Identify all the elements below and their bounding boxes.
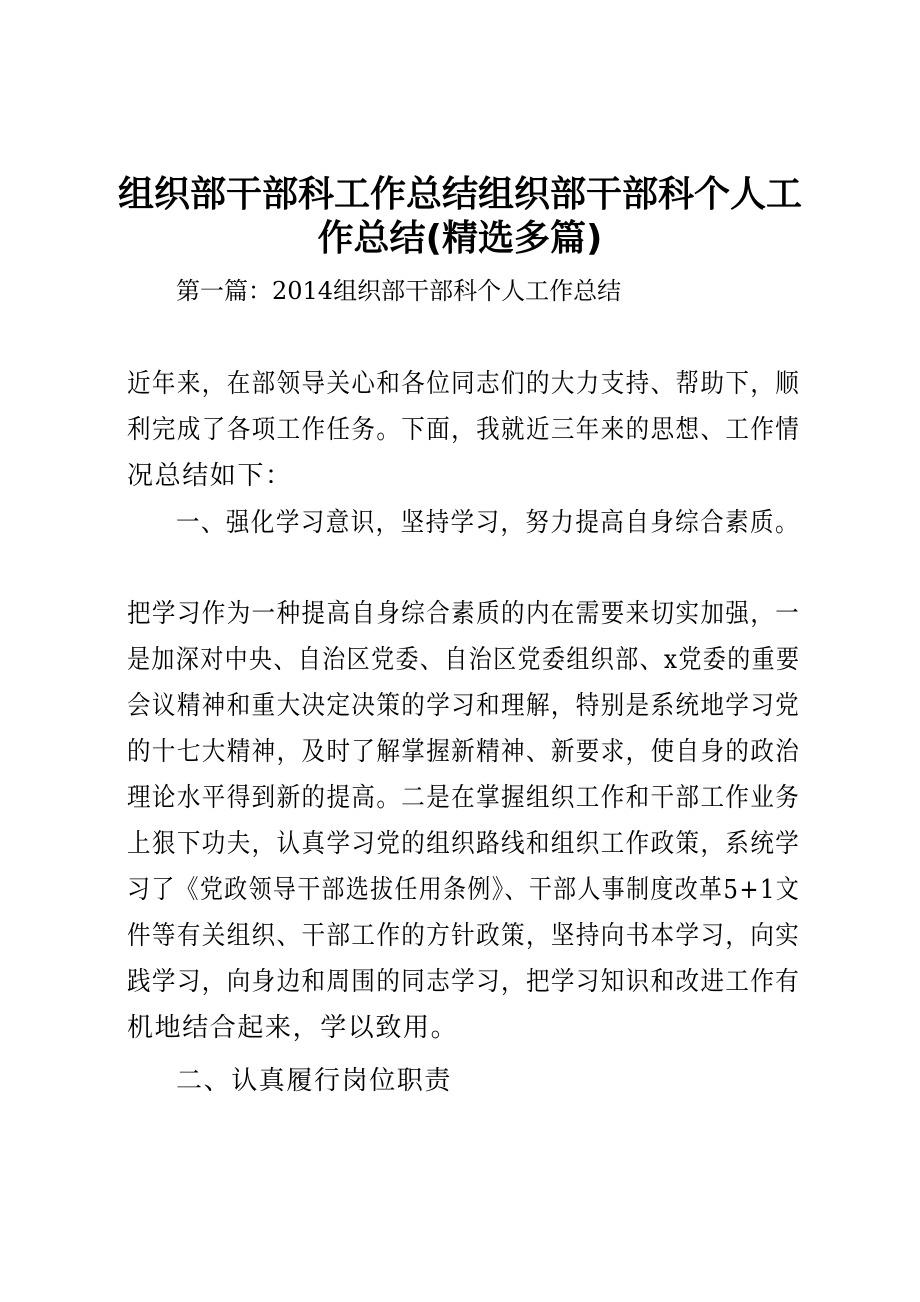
intro-paragraph-line: 况总结如下：: [127, 461, 293, 491]
section-1-paragraph-line: 会议精神和重大决定决策的学习和理解，特别是系统地学习党: [127, 691, 801, 721]
document-title-line-2: 作总结(精选多篇): [317, 218, 603, 259]
section-1-paragraph-line: 件等有关组织、干部工作的方针政策，坚持向书本学习，向实: [127, 921, 801, 951]
section-2-heading: 二、认真履行岗位职责: [176, 1066, 453, 1096]
section-1-heading: 一、强化学习意识，坚持学习，努力提高自身综合素质。: [176, 508, 800, 538]
section-1-paragraph-line: 习了《党政领导干部选拔任用条例》、干部人事制度改革5+1文: [127, 875, 801, 905]
chapter-subtitle: 第一篇：2014组织部干部科个人工作总结: [176, 277, 622, 305]
section-1-paragraph-line: 把学习作为一种提高自身综合素质的内在需要来切实加强，一: [127, 599, 801, 629]
section-1-paragraph-line: 上狠下功夫，认真学习党的组织路线和组织工作政策，系统学: [127, 829, 801, 859]
section-1-paragraph-line: 践学习，向身边和周围的同志学习，把学习知识和改进工作有: [127, 967, 801, 997]
intro-paragraph-line: 利完成了各项工作任务。下面，我就近三年来的思想、工作情: [127, 415, 801, 445]
document-title-line-1: 组织部干部科工作总结组织部干部科个人工: [117, 174, 802, 215]
section-1-paragraph-line: 理论水平得到新的提高。二是在掌握组织工作和干部工作业务: [127, 783, 801, 813]
section-1-paragraph-line: 机地结合起来，学以致用。: [127, 1013, 459, 1043]
section-1-paragraph-line: 的十七大精神，及时了解掌握新精神、新要求，使自身的政治: [127, 737, 801, 767]
intro-paragraph-line: 近年来，在部领导关心和各位同志们的大力支持、帮助下，顺: [127, 369, 801, 399]
section-1-paragraph-line: 是加深对中央、自治区党委、自治区党委组织部、x党委的重要: [127, 645, 801, 675]
